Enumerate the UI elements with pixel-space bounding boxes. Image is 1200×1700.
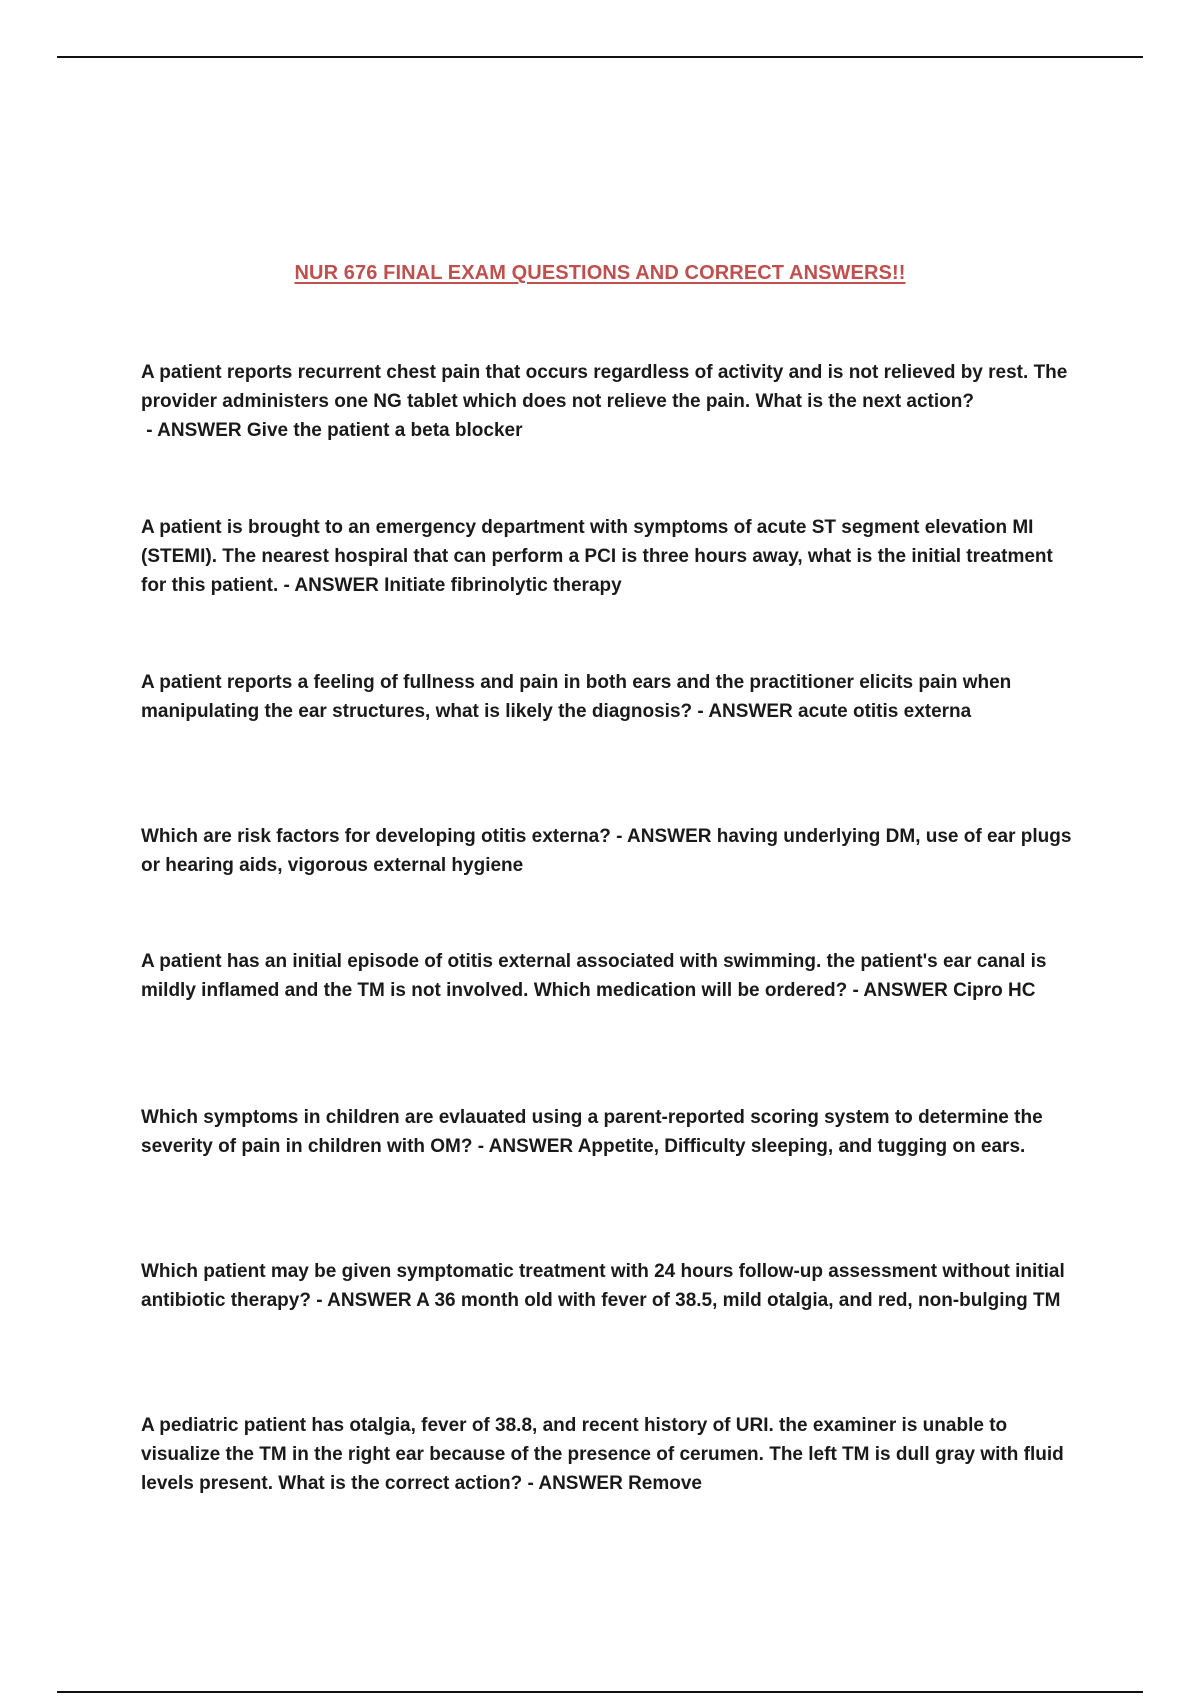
qa-item [141,1411,1081,1498]
question-text: A patient reports a feeling of fullness and pain in both ears and the practitioner elicits pain when manipulating the ear structures, what is likely the diagnosis? [141,672,1012,722]
question-text: Which are risk factors for developing otitis externa? [141,826,611,847]
answer-separator: - ANSWER [610,826,717,847]
question-text: A patient reports recurrent chest pain that occurs regardless of activity and is not relieved by rest. The provider administers one NG tablet which does not relieve the pain. What is the next action? [141,362,1068,412]
answer-text: Appetite, Difficulty sleeping, and tugging on ears. [577,1136,1026,1157]
answer-text: acute otitis externa [798,701,972,722]
answer-separator: - ANSWER [522,1473,629,1494]
question-text: A patient is brought to an emergency department with symptoms of acute ST segment elevation MI (STEMI). The nearest hospiral that can perform a PCI is three hours away, what is the initial treatment for this patient. [141,517,1053,596]
answer-text: Initiate fibrinolytic therapy [384,575,622,596]
answer-text: having underlying DM, use of ear plugs or hearing aids, vigorous external hygiene [141,826,1072,876]
answer-separator: - ANSWER [278,575,385,596]
question-text: Which symptoms in children are evlauated using a parent-reported scoring system to determine the severity of pain in children with OM? [141,1107,1043,1157]
footer-rule [57,1691,1143,1693]
answer-separator: - ANSWER [141,420,247,441]
answer-text: Remove [628,1473,702,1494]
answer-text: Cipro HC [953,980,1036,1001]
qa-item [141,1103,1081,1161]
answer-separator: - ANSWER [472,1136,578,1157]
qa-item [141,1257,1081,1315]
answer-separator: - ANSWER [310,1290,417,1311]
answer-separator: - ANSWER [692,701,799,722]
qa-item [141,358,1081,445]
qa-item [141,822,1081,880]
answer-separator: - ANSWER [847,980,954,1001]
answer-text: A 36 month old with fever of 38.5, mild otalgia, and red, non-bulging TM [416,1290,1061,1311]
document-title: NUR 676 FINAL EXAM QUESTIONS AND CORRECT ANSWERS!! [294,262,906,284]
qa-item [141,947,1081,1005]
qa-item [141,513,1081,600]
question-text: Which patient may be given symptomatic treatment with 24 hours follow-up assessment without initial antibiotic therapy? [141,1261,1065,1311]
answer-text: Give the patient a beta blocker [246,420,523,441]
qa-item [141,668,1081,726]
question-text: A patient has an initial episode of otitis external associated with swimming. the patient's ear canal is mildly inflamed and the TM is not involved. Which medication will be ordered? [141,951,1047,1001]
question-text: A pediatric patient has otalgia, fever of 38.8, and recent history of URI. the examiner is unable to visualize the TM in the right ear because of the presence of cerumen. The left TM is dull gray with fluid levels present. What is the correct action? [141,1415,1064,1494]
header-rule [57,56,1143,58]
